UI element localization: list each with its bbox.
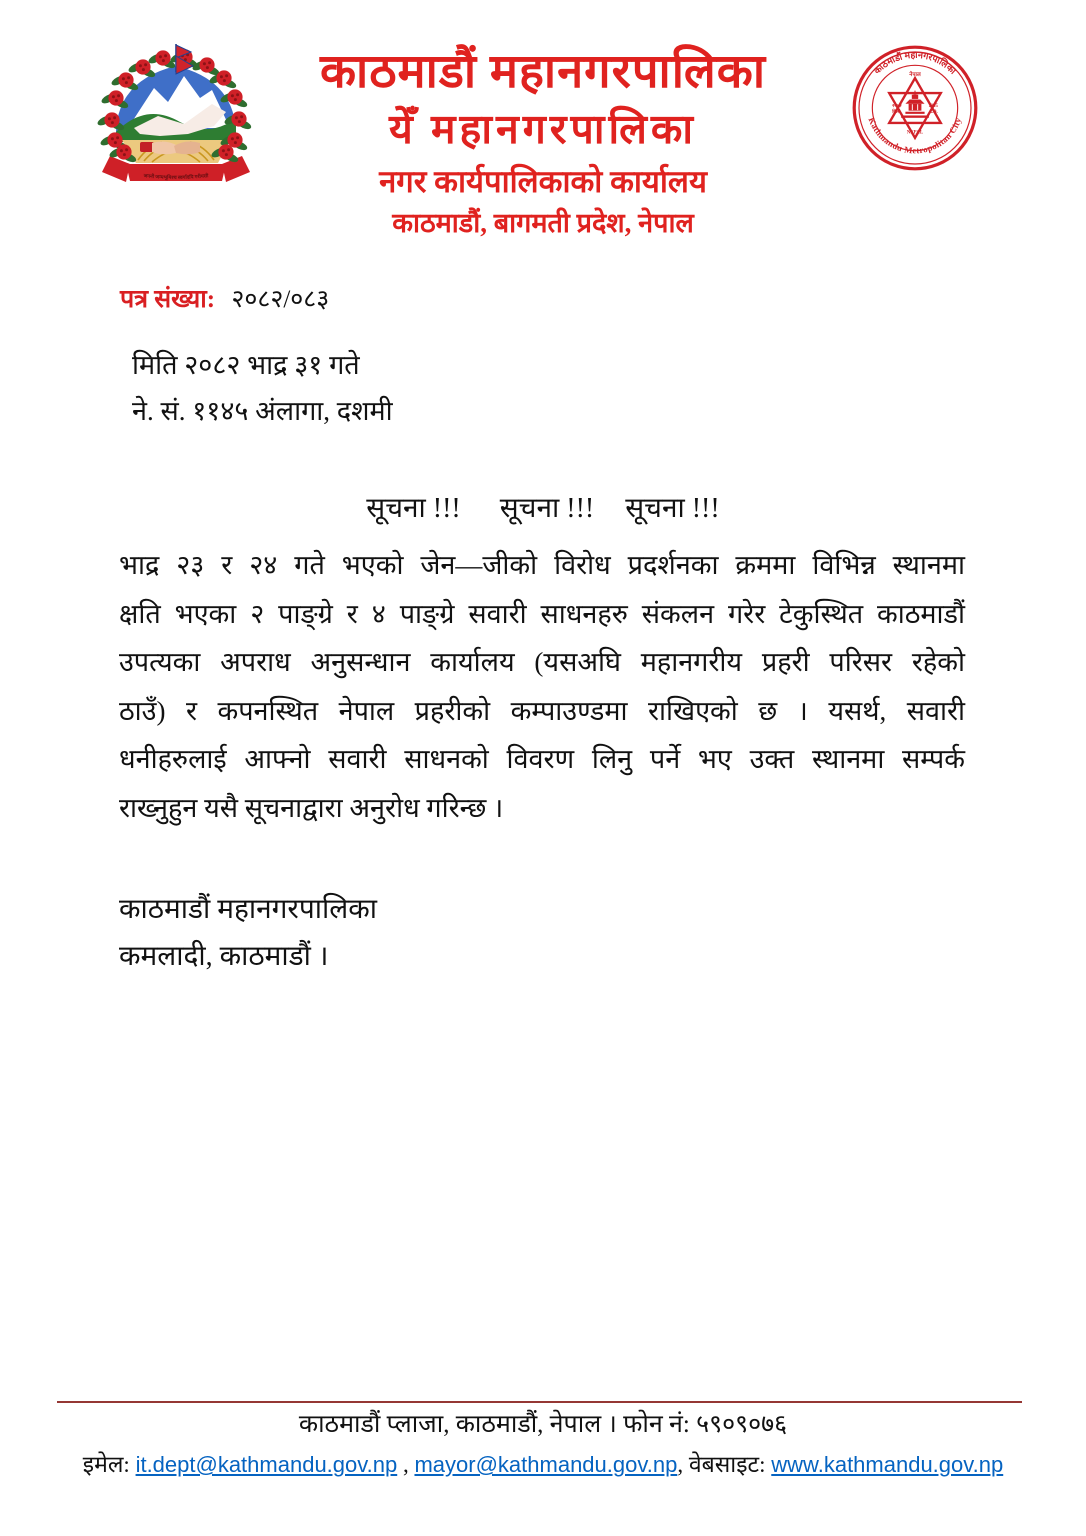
org-title: काठमाडौं महानगरपालिका (319, 46, 767, 98)
website-label: वेबसाइट: (688, 1452, 766, 1477)
ref-number: २०८२/०८३ (231, 286, 330, 313)
body-line: धनीहरुलाई आफ्नो सवारी साधनको विवरण लिनु पर्ने भए उक्त स्थानमा सम्पर्क (119, 744, 965, 774)
ref-label: पत्र संख्या: (120, 286, 216, 313)
nepal-sambat-date-line: ने. सं. ११४५ अंलागा, दशमी (132, 396, 393, 426)
kmc-round-seal (851, 44, 979, 172)
seal-bottom-text: Kathmandu Metropolitan City (866, 116, 964, 156)
email-link-itdept[interactable]: it.dept@kathmandu.gov.np (135, 1452, 398, 1477)
website-link[interactable]: www.kathmandu.gov.np (771, 1452, 1004, 1477)
office-line: नगर कार्यपालिकाको कार्यालय (379, 163, 707, 199)
email-link-mayor[interactable]: mayor@kathmandu.gov.np (414, 1452, 678, 1477)
date-line: मिति २०८२ भाद्र ३१ गते (132, 350, 360, 380)
seal-bs-year: २०५२ (891, 103, 902, 109)
notice-heading-word: सूचना !!! (366, 493, 461, 524)
body-line: उपत्यका अपराध अनुसन्धान कार्यालय (यसअघि महानगरीय प्रहरी परिसर रहेको (119, 647, 965, 677)
seal-ad-year: 1995 (928, 103, 938, 109)
notice-body (119, 541, 965, 832)
footer-address-phone: काठमाडौं प्लाजा, काठमाडौं, नेपाल । फोन नं: ५९०९०७६ (298, 1411, 788, 1438)
notice-heading (0, 488, 1086, 526)
reference-line (120, 281, 329, 315)
signature-org: काठमाडौं महानगरपालिका (119, 894, 378, 925)
body-line: राख्नुहुन यसै सूचनाद्वारा अनुरोध गरिन्छ । (119, 792, 504, 823)
body-line: ठाउँ) र कपनस्थित नेपाल प्रहरीको कम्पाउण्डमा राखिएको छ । यसर्थ, सवारी (119, 695, 965, 726)
seal-ad-label: A.D. (928, 109, 938, 115)
email-label: इमेल: (82, 1452, 130, 1477)
signature-address: कमलादी, काठमाडौं । (119, 941, 329, 972)
notice-heading-word: सूचना !!! (625, 493, 720, 524)
seal-bs-label: वि.सं. (892, 109, 902, 115)
org-title-newari-script: येँ महानगरपालिका (389, 106, 697, 153)
separator: , (677, 1452, 689, 1477)
footer-contact-line (0, 1448, 1086, 1483)
seal-nepal-english: NEPAL (906, 130, 924, 136)
emblem-motto-text: जननी जन्मभूमिश्च स्वर्गादपि गरीयसी (143, 174, 209, 182)
footer (0, 1407, 1086, 1483)
signature-block (119, 886, 377, 980)
seal-top-text: काठमाडौं महानगरपालिका (871, 49, 959, 76)
separator: , (397, 1452, 415, 1477)
footer-divider (57, 1401, 1022, 1403)
body-line: क्षति भएका २ पाङ्ग्रे र ४ पाङ्ग्रे सवारी साधनहरु संकलन गरेर टेकुस्थित काठमाडौं (119, 598, 965, 629)
body-line: भाद्र २३ र २४ गते भएको जेन—जीको विरोध प्रदर्शनका क्रममा विभिन्न स्थानमा (119, 550, 965, 580)
notice-heading-word: सूचना !!! (499, 493, 595, 524)
seal-nepal-devanagari: नेपाल (909, 72, 921, 78)
org-address-line: काठमाडौं, बागमती प्रदेश, नेपाल (392, 207, 694, 238)
